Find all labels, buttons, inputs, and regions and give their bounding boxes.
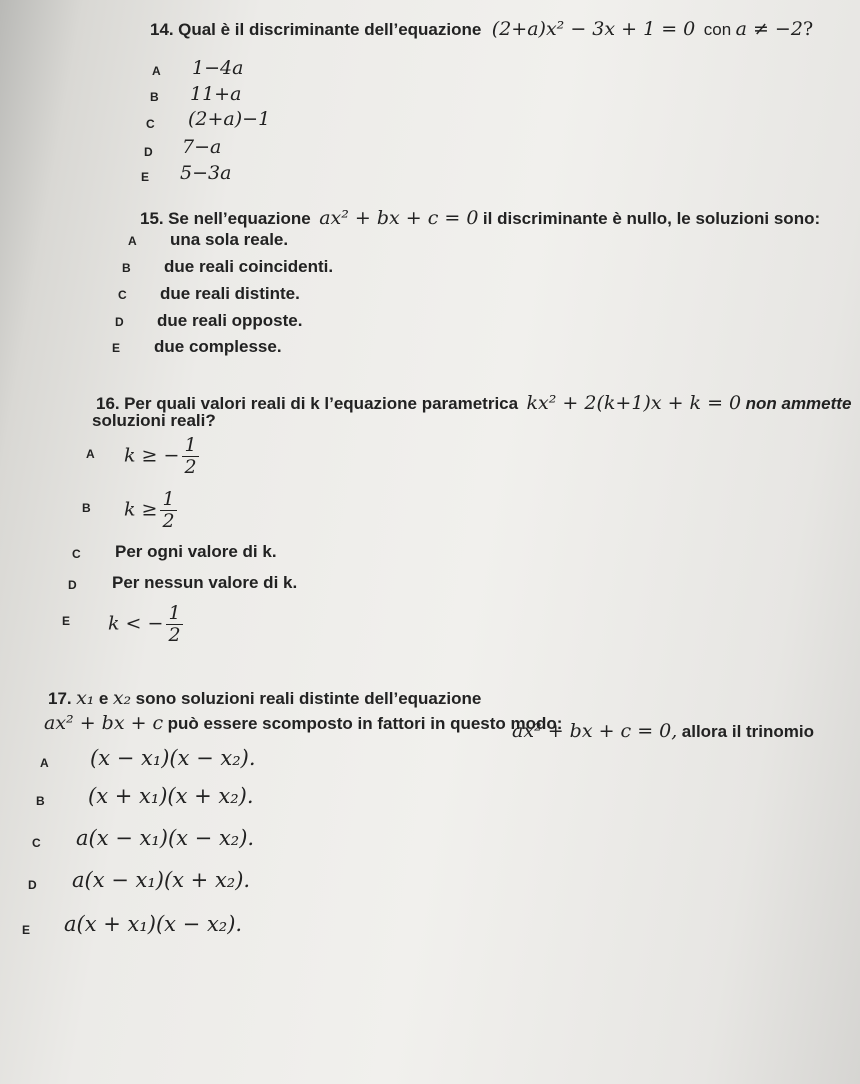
option-e-letter: E [141, 170, 150, 184]
option-a-letter: A [152, 64, 161, 78]
trinomial: ax² + bx + c [44, 712, 164, 734]
option-c-letter: C [32, 836, 41, 850]
option-e-text: 5−3a [180, 162, 232, 184]
option-b-text: due reali coincidenti. [164, 257, 334, 276]
option-a-text: una sola reale. [170, 230, 289, 249]
condition-prefix: con [703, 20, 732, 39]
question-text-line2: può essere scomposto in fattori in questo modo: [167, 714, 563, 733]
option-d-text: 7−a [182, 136, 222, 158]
question-equation: ax² + bx + c = 0 [319, 207, 479, 229]
option-a-prefix: k ≥ − [124, 444, 180, 467]
option-e-letter: E [112, 341, 121, 355]
option-b-prefix: k ≥ [124, 498, 158, 521]
question-text-after: allora il trinomio [681, 722, 815, 741]
question-number: 16. [96, 394, 120, 413]
question-number: 14. [150, 20, 174, 39]
conjunction: e [98, 689, 109, 708]
condition: a ≠ −2 [735, 18, 803, 40]
question-text-line2: soluzioni reali? [92, 411, 216, 430]
variable-x2: x₂ [112, 687, 132, 709]
option-a-text: (x − x₁)(x − x₂). [90, 746, 256, 770]
question-equation: ax² + bx + c = 0, [512, 720, 678, 742]
option-e-letter: E [22, 923, 31, 937]
question-text-before: sono soluzioni reali distinte dell’equazione [135, 689, 482, 708]
option-b-letter: B [36, 794, 45, 808]
option-e-text: a(x + x₁)(x − x₂). [64, 912, 243, 936]
option-b-fraction: $\frac{1}{2}$ [162, 488, 175, 532]
option-d-letter: D [28, 878, 37, 892]
option-e-text: due complesse. [154, 337, 282, 356]
option-a-expression [124, 435, 199, 478]
question-text-after: il discriminante è nullo, le soluzioni sono: [482, 209, 821, 228]
option-a-letter: A [86, 447, 95, 461]
option-e-letter: E [62, 614, 71, 628]
option-e-expression [108, 603, 183, 646]
option-d-letter: D [115, 315, 124, 329]
question-text: Qual è il discriminante dell’equazione [178, 20, 482, 39]
option-d-letter: D [144, 145, 153, 159]
option-d-text: a(x − x₁)(x + x₂). [72, 868, 251, 892]
option-c-letter: C [118, 288, 127, 302]
option-a-letter: A [128, 234, 137, 248]
question-end: ? [802, 18, 814, 40]
question-text-after: non ammette [745, 394, 852, 413]
question-17 [48, 687, 481, 709]
question-17-line-2 [44, 712, 562, 734]
option-d-letter: D [68, 578, 77, 592]
option-c-text: a(x − x₁)(x − x₂). [76, 826, 255, 850]
question-equation: (2+a)x² − 3x + 1 = 0 [491, 18, 696, 40]
option-b-letter: B [122, 261, 131, 275]
question-14 [150, 18, 813, 40]
option-d-text: due reali opposte. [157, 311, 303, 330]
option-c-letter: C [146, 117, 155, 131]
question-16-line-2 [92, 411, 216, 431]
question-equation: kx² + 2(k+1)x + k = 0 [526, 392, 742, 414]
option-e-prefix: k < − [108, 612, 164, 635]
variable-x1: x₁ [76, 687, 95, 709]
option-e-fraction: $\frac{1}{2}$ [168, 602, 181, 646]
option-b-text: 11+a [190, 83, 242, 105]
option-b-letter: B [82, 501, 91, 515]
question-15 [140, 207, 820, 229]
question-number: 15. [140, 209, 164, 228]
option-a-text: 1−4a [192, 57, 244, 79]
option-a-fraction: $\frac{1}{2}$ [184, 434, 197, 478]
option-c-text: Per ogni valore di k. [115, 542, 277, 561]
option-c-text: due reali distinte. [160, 284, 300, 303]
question-number: 17. [48, 689, 72, 708]
option-b-letter: B [150, 90, 159, 104]
question-text-before: Se nell’equazione [168, 209, 311, 228]
option-b-expression [124, 489, 177, 532]
question-text-before: Per quali valori reali di k l’equazione parametrica [124, 394, 519, 413]
option-a-letter: A [40, 756, 49, 770]
option-c-text: (2+a)−1 [188, 108, 271, 130]
option-d-text: Per nessun valore di k. [112, 573, 298, 592]
option-c-letter: C [72, 547, 81, 561]
option-b-text: (x + x₁)(x + x₂). [88, 784, 254, 808]
